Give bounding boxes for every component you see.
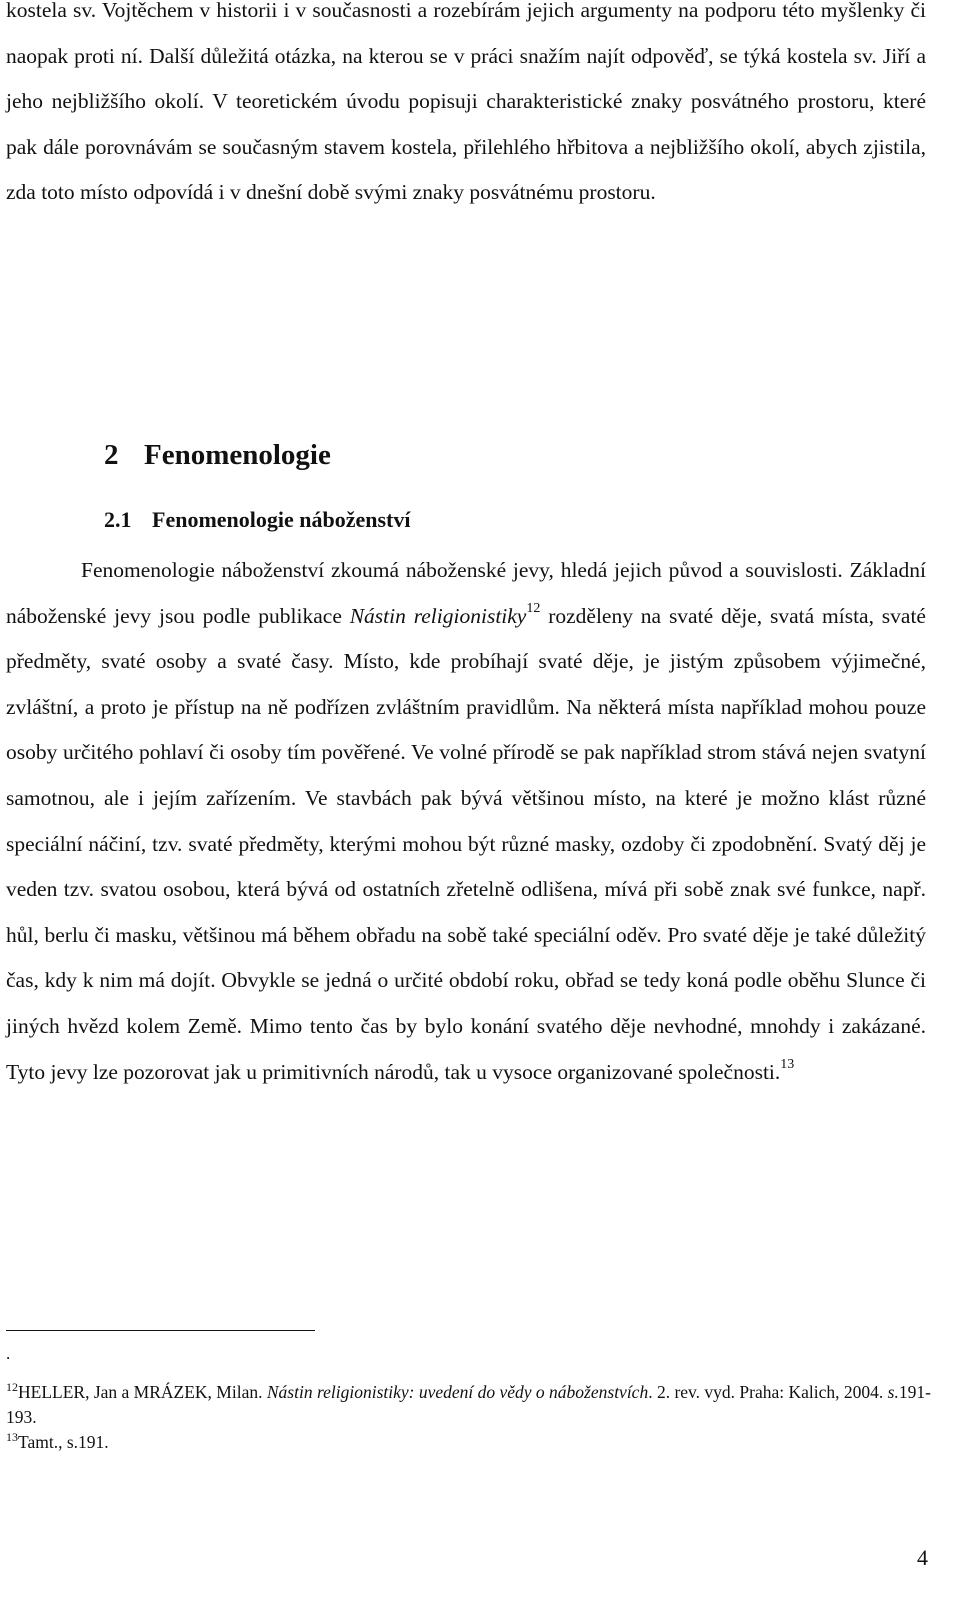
body-paragraph-fenomenologie [6, 548, 926, 1095]
section-title: Fenomenologie náboženství [152, 507, 411, 532]
chapter-number: 2 [104, 439, 119, 471]
cited-book-title: Nástin religionistiky [349, 603, 527, 628]
chapter-title: Fenomenologie [144, 439, 331, 471]
page-number: 4 [917, 1545, 928, 1570]
paragraph-text-b: rozděleny na svaté děje, svatá místa, svaté předměty, svaté osoby a svaté časy. Místo, kde probíhají svaté děje, je jistým způsobem výjimečné, zvláštní, a proto je přístup na ně podřízen zvláštním pravidlům. Na některá místa například mohou pouze osoby určitého pohlaví či osoby tím pověřené. Ve volné přírodě se pak například strom stává nejen svatyní samotnou, ale i jejím zařízením. Ve stavbách pak bývá většinou místo, na které je možno klást různé speciální náčiní, tzv. svaté předměty, kterými mohou být různé masky, ozdoby či zpodobnění. Svatý děj je veden tzv. svatou osobou, která bývá od ostatních zřetelně odlišena, mívá při sobě znak své funkce, např. hůl, berlu či masku, většinou má během obřadu na sobě také speciální oděv. Pro svaté děje je také důležitý čas, kdy k nim má dojít. Obvykle se jedná o určité období roku, obřad se tedy koná podle oběhu Slunce či jiných hvězd kolem Země. Mimo tento čas by bylo konání svatého děje nevhodné, mnohdy i zakázané. Tyto jevy lze pozorovat jak u primitivních národů, tak u vysoce organizované společnosti. [6, 603, 926, 1084]
footnote-separator [6, 1330, 315, 1331]
footnote-13-number: 13 [6, 1430, 18, 1444]
footnote-12 [6, 1380, 936, 1430]
body-paragraph-intro: kostela sv. Vojtěchem v historii i v současnosti a rozebírám jejich argumenty na podporu této myšlenky či naopak proti ní. Další důležitá otázka, na kterou se v práci snažím najít odpověď, se týká kostela sv. Jiří a jeho nejbližšího okolí. V teoretickém úvodu popisuji charakteristické znaky posvátného prostoru, které pak dále porovnávám se současným stavem kostela, přilehlého hřbitova a nejbližšího okolí, abych zjistila, zda toto místo odpovídá i v dnešní době svými znaky posvátnému prostoru. [6, 0, 926, 204]
section-heading [104, 505, 411, 535]
footnote-12-authors: HELLER, Jan a MRÁZEK, Milan. [18, 1382, 267, 1402]
footnote-stray-mark: . [6, 1344, 11, 1363]
footnote-12-pages: 191-193. [6, 1382, 931, 1427]
chapter-heading [104, 438, 331, 472]
footnote-12-title: Nástin religionistiky: uvedení do vědy o náboženstvích [266, 1382, 649, 1402]
footnote-12-number: 12 [6, 1380, 18, 1394]
footnote-ref-12[interactable]: 12 [526, 600, 541, 616]
paragraph-text-a: Fenomenologie náboženství zkoumá náboženské jevy, hledá jejich původ a souvislosti. Základní náboženské jevy jsou podle publikace [6, 558, 926, 628]
footnotes [6, 1380, 936, 1455]
footnote-12-publication: . 2. rev. vyd. Praha: Kalich, 2004. [648, 1382, 888, 1402]
section-number: 2.1 [104, 507, 132, 532]
footnote-ref-13[interactable]: 13 [780, 1056, 795, 1072]
footnote-12-pages-prefix: s. [887, 1382, 899, 1402]
footnote-13 [6, 1430, 936, 1455]
footnote-13-text: Tamt., s.191. [18, 1432, 109, 1452]
